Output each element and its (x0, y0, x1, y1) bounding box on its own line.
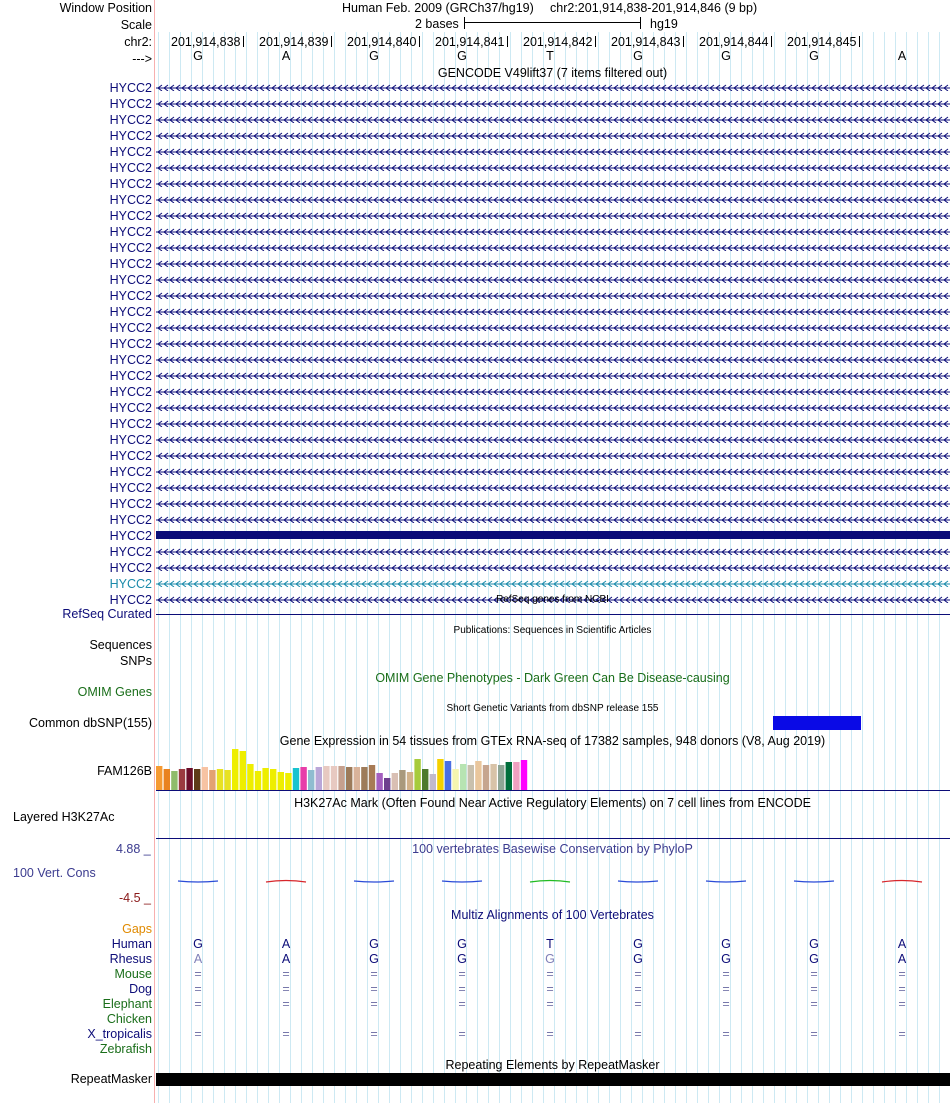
scale-bar-text: 2 bases (415, 17, 459, 31)
repeatmasker-block[interactable] (156, 1073, 950, 1086)
gtex-tissue-bar[interactable] (460, 764, 466, 791)
gtex-tissue-bar[interactable] (521, 760, 527, 791)
alignment-base: A (897, 952, 907, 966)
alignment-base: = (282, 982, 290, 996)
gtex-tissue-bar[interactable] (399, 770, 405, 791)
ruler-base: G (721, 49, 731, 63)
species-label[interactable]: Chicken (106, 1012, 152, 1026)
gtex-tissue-bar[interactable] (392, 773, 398, 791)
gene-intron-line[interactable] (156, 307, 950, 315)
alignment-base: G (721, 952, 731, 966)
alignment-base: = (282, 1027, 290, 1041)
gtex-tissue-bar[interactable] (202, 767, 208, 791)
alignment-base: = (370, 967, 378, 981)
ruler-coordinate (787, 35, 860, 49)
species-label[interactable]: X_tropicalis (87, 1027, 152, 1041)
gtex-tissue-bar[interactable] (506, 762, 512, 791)
gtex-tissue-bar[interactable] (308, 770, 314, 791)
phylop-score-mark (530, 881, 570, 883)
gene-label[interactable]: HYCC2 (109, 513, 152, 527)
alignment-base: = (370, 982, 378, 996)
dbsnp-variant-block[interactable] (773, 716, 861, 730)
gtex-tissue-bar[interactable] (240, 751, 246, 791)
gene-label[interactable]: HYCC2 (109, 401, 152, 415)
gtex-tissue-bar[interactable] (270, 769, 276, 791)
ruler-tick (683, 36, 684, 47)
gtex-tissue-bar[interactable] (171, 771, 177, 791)
gene-label[interactable]: HYCC2 (109, 545, 152, 559)
gene-intron-line[interactable] (156, 179, 950, 187)
gaps-label: Gaps (122, 922, 152, 936)
gene-label[interactable]: HYCC2 (109, 577, 152, 591)
gene-intron-line[interactable] (156, 115, 950, 123)
phylop-score-mark (266, 881, 306, 883)
alignment-base: = (546, 967, 554, 981)
gtex-tissue-bar[interactable] (224, 770, 230, 791)
exon-rect (156, 531, 950, 539)
alignment-base: = (810, 982, 818, 996)
ruler-coordinate (347, 35, 420, 49)
window-position-label: Window Position (59, 1, 152, 15)
gtex-tissue-bar[interactable] (422, 769, 428, 791)
alignment-base: = (722, 997, 730, 1011)
gene-label[interactable]: HYCC2 (109, 481, 152, 495)
gene-label[interactable]: HYCC2 (109, 257, 152, 271)
gtex-tissue-bar[interactable] (430, 774, 436, 791)
alignment-base: = (546, 997, 554, 1011)
ruler-coordinate-text: 201,914,841 (435, 35, 505, 49)
ruler-coordinate-text: 201,914,838 (171, 35, 241, 49)
alignment-base: = (194, 967, 202, 981)
gtex-tissue-bar[interactable] (156, 766, 162, 791)
gene-label[interactable]: HYCC2 (109, 369, 152, 383)
ruler-coordinate-text: 201,914,843 (611, 35, 681, 49)
alignment-base: = (898, 967, 906, 981)
gene-label[interactable]: HYCC2 (109, 433, 152, 447)
gtex-tissue-bar[interactable] (331, 766, 337, 791)
alignment-base: = (634, 1027, 642, 1041)
gene-intron-line[interactable] (156, 131, 950, 139)
alignment-base: G (193, 937, 203, 951)
gtex-tissue-bar[interactable] (209, 770, 215, 791)
gene-intron-line[interactable] (156, 435, 950, 443)
gene-intron-line[interactable] (156, 163, 950, 171)
alignment-base: G (545, 952, 555, 966)
phylop-score-mark (882, 881, 922, 883)
gene-intron-line[interactable] (156, 147, 950, 155)
alignment-base: = (634, 997, 642, 1011)
alignment-base: = (722, 1027, 730, 1041)
gene-intron-line[interactable] (156, 419, 950, 427)
gtex-tissue-bar[interactable] (369, 765, 375, 791)
ruler-coordinate (259, 35, 332, 49)
ruler-tick (771, 36, 772, 47)
alignment-base: = (898, 1027, 906, 1041)
alignment-base: = (194, 997, 202, 1011)
alignment-base: = (810, 967, 818, 981)
repeatmasker-track-label[interactable]: RepeatMasker (70, 1072, 152, 1086)
alignment-base: = (898, 997, 906, 1011)
gene-intron-line[interactable] (156, 499, 950, 507)
ruler-base: A (897, 49, 907, 63)
repeatmasker-track-title: Repeating Elements by RepeatMasker (445, 1058, 660, 1072)
ruler-coordinate (171, 35, 244, 49)
ruler-tick (507, 36, 508, 47)
strand-label: ---> (132, 52, 152, 66)
gtex-tissue-bar[interactable] (437, 759, 443, 791)
refseq-track-title: RefSeq genes from NCBI (496, 594, 609, 605)
gene-intron-line[interactable] (156, 243, 950, 251)
omim-track-label[interactable]: OMIM Genes (77, 685, 152, 699)
dbsnp-track-label[interactable]: Common dbSNP(155) (29, 716, 152, 730)
h3k27ac-track-label[interactable]: Layered H3K27Ac (13, 810, 115, 824)
refseq-track-label[interactable]: RefSeq Curated (62, 607, 152, 621)
gtex-tissue-bar[interactable] (247, 764, 253, 791)
gene-label[interactable]: HYCC2 (109, 273, 152, 287)
phylop-min-label: -4.5 _ (119, 891, 151, 905)
gene-intron-line[interactable] (156, 275, 950, 283)
alignment-base: = (458, 1027, 466, 1041)
ruler-base: G (193, 49, 203, 63)
alignment-base: = (282, 967, 290, 981)
h3k27ac-baseline (156, 838, 950, 839)
ruler-coordinate-text: 201,914,845 (787, 35, 857, 49)
species-label[interactable]: Zebrafish (99, 1042, 152, 1056)
ruler-coordinate (435, 35, 508, 49)
gene-intron-line[interactable] (156, 467, 950, 475)
gene-label[interactable]: HYCC2 (109, 209, 152, 223)
ruler-base: G (633, 49, 643, 63)
assembly-name: Human Feb. 2009 (GRCh37/hg19) (342, 1, 534, 15)
gtex-tissue-bar[interactable] (323, 766, 329, 791)
alignment-base: A (897, 937, 907, 951)
gtex-tissue-bar[interactable] (513, 762, 519, 791)
alignment-base: = (458, 997, 466, 1011)
phylop-track-label[interactable]: 100 Vert. Cons (13, 866, 96, 880)
gene-label[interactable]: HYCC2 (109, 593, 152, 607)
gene-intron-line[interactable] (156, 323, 950, 331)
gtex-tissue-bar[interactable] (255, 771, 261, 791)
gene-intron-line[interactable] (156, 195, 950, 203)
gtex-tissue-bar[interactable] (186, 768, 192, 791)
gene-intron-line[interactable] (156, 371, 950, 379)
ruler-coordinate-text: 201,914,840 (347, 35, 417, 49)
alignment-base: G (633, 952, 643, 966)
gtex-expression-chart[interactable] (156, 747, 536, 793)
alignment-base: A (281, 952, 291, 966)
ruler-base: G (809, 49, 819, 63)
gene-label[interactable]: HYCC2 (109, 321, 152, 335)
gene-intron-line[interactable] (156, 515, 950, 523)
snps-track-label[interactable]: SNPs (120, 654, 152, 668)
alignment-base: = (546, 1027, 554, 1041)
gene-intron-line[interactable] (156, 579, 950, 587)
alignment-base: G (457, 952, 467, 966)
h3k27ac-track-title: H3K27Ac Mark (Often Found Near Active Regulatory Elements) on 7 cell lines from ENCODE (294, 796, 811, 810)
omim-track-title: OMIM Gene Phenotypes - Dark Green Can Be Disease-causing (375, 671, 730, 685)
publications-track-title: Publications: Sequences in Scientific Articles (453, 625, 652, 636)
ruler-tick (243, 36, 244, 47)
alignment-base: = (634, 967, 642, 981)
gtex-tissue-bar[interactable] (338, 766, 344, 791)
gene-intron-line[interactable] (156, 387, 950, 395)
ruler-coordinate-text: 201,914,842 (523, 35, 593, 49)
gene-label[interactable]: HYCC2 (109, 81, 152, 95)
gene-intron-line[interactable] (156, 291, 950, 299)
species-label[interactable]: Mouse (114, 967, 152, 981)
gene-label[interactable]: HYCC2 (109, 449, 152, 463)
ruler-base: G (457, 49, 467, 63)
gtex-tissue-bar[interactable] (475, 761, 481, 791)
gtex-tissue-bar[interactable] (361, 767, 367, 791)
gtex-tissue-bar[interactable] (278, 772, 284, 791)
alignment-base: G (457, 937, 467, 951)
gtex-tissue-bar[interactable] (232, 749, 238, 791)
species-label[interactable]: Dog (129, 982, 152, 996)
gene-label[interactable]: HYCC2 (109, 225, 152, 239)
phylop-score-mark (618, 881, 658, 882)
alignment-base: = (458, 967, 466, 981)
phylop-score-mark (706, 881, 746, 882)
ruler-tick (595, 36, 596, 47)
gtex-tissue-bar[interactable] (414, 759, 420, 791)
gencode-track-title: GENCODE V49lift37 (7 items filtered out) (437, 66, 668, 80)
alignment-base: A (193, 952, 203, 966)
alignment-base: = (370, 1027, 378, 1041)
gene-label[interactable]: HYCC2 (109, 193, 152, 207)
gene-intron-line[interactable] (156, 563, 950, 571)
gene-intron-line[interactable] (156, 99, 950, 107)
gtex-tissue-bar[interactable] (300, 767, 306, 791)
gtex-tissue-bar[interactable] (445, 761, 451, 791)
gtex-tissue-bar[interactable] (498, 765, 504, 791)
gene-intron-line[interactable] (156, 483, 950, 491)
gtex-baseline (156, 790, 950, 791)
gtex-tissue-bar[interactable] (468, 765, 474, 791)
ruler-tick (419, 36, 420, 47)
gene-intron-line[interactable] (156, 451, 950, 459)
gene-label[interactable]: HYCC2 (109, 177, 152, 191)
gtex-tissue-bar[interactable] (483, 765, 489, 791)
alignment-base: T (546, 937, 554, 951)
gene-intron-line[interactable] (156, 403, 950, 411)
ruler-coordinate (699, 35, 772, 49)
gtex-tissue-bar[interactable] (407, 772, 413, 791)
phylop-score-plot[interactable] (156, 872, 950, 890)
alignment-base: G (633, 937, 643, 951)
ruler-tick (859, 36, 860, 47)
alignment-base: = (458, 982, 466, 996)
phylop-track-title: 100 vertebrates Basewise Conservation by PhyloP (412, 842, 693, 856)
refseq-track-line (156, 614, 950, 615)
phylop-score-mark (354, 881, 394, 882)
gtex-tissue-bar[interactable] (452, 769, 458, 791)
ruler-coordinate-text: 201,914,844 (699, 35, 769, 49)
alignment-base: = (722, 982, 730, 996)
ruler-coordinate (611, 35, 684, 49)
gtex-tissue-bar[interactable] (354, 767, 360, 791)
gene-label[interactable]: HYCC2 (109, 97, 152, 111)
phylop-score-mark (794, 881, 834, 882)
gtex-tissue-bar[interactable] (179, 769, 185, 791)
alignment-base: = (194, 982, 202, 996)
gtex-track-title: Gene Expression in 54 tissues from GTEx RNA-seq of 17382 samples, 948 donors (V8, Aug 2019) (279, 734, 826, 748)
alignment-base: = (282, 997, 290, 1011)
gtex-tissue-bar[interactable] (285, 773, 291, 791)
gtex-tissue-bar[interactable] (293, 768, 299, 791)
position-readout: chr2:201,914,838-201,914,846 (9 bp) (550, 1, 758, 15)
gene-label[interactable]: HYCC2 (109, 385, 152, 399)
gene-label[interactable]: HYCC2 (109, 113, 152, 127)
alignment-base: = (810, 1027, 818, 1041)
ruler-coordinate-text: 201,914,839 (259, 35, 329, 49)
gene-intron-line[interactable] (156, 355, 950, 363)
gene-label[interactable]: HYCC2 (109, 353, 152, 367)
species-label[interactable]: Rhesus (109, 952, 152, 966)
alignment-base: G (809, 937, 819, 951)
gene-intron-line[interactable] (156, 227, 950, 235)
multiz-track-title: Multiz Alignments of 100 Vertebrates (451, 908, 654, 922)
gene-intron-line[interactable] (156, 83, 950, 91)
sequences-track-label[interactable]: Sequences (89, 638, 152, 652)
gene-label[interactable]: HYCC2 (109, 241, 152, 255)
gtex-tissue-bar[interactable] (376, 773, 382, 791)
gene-label[interactable]: HYCC2 (109, 129, 152, 143)
alignment-base: = (546, 982, 554, 996)
alignment-base: = (898, 982, 906, 996)
gene-label[interactable]: HYCC2 (109, 465, 152, 479)
ruler-base: A (281, 49, 291, 63)
gene-label[interactable]: HYCC2 (109, 561, 152, 575)
gene-label[interactable]: HYCC2 (109, 161, 152, 175)
scale-db: hg19 (650, 17, 678, 31)
alignment-base: = (194, 1027, 202, 1041)
alignment-base: G (809, 952, 819, 966)
gtex-tissue-bar[interactable] (262, 768, 268, 791)
gtex-tissue-bar[interactable] (346, 767, 352, 791)
species-label[interactable]: Human (111, 937, 152, 951)
ruler-tick (331, 36, 332, 47)
alignment-base: = (634, 982, 642, 996)
gene-label[interactable]: HYCC2 (109, 497, 152, 511)
phylop-max-label: 4.88 _ (116, 842, 151, 856)
gtex-tissue-bar[interactable] (316, 767, 322, 791)
gene-label[interactable]: HYCC2 (109, 145, 152, 159)
alignment-base: G (369, 952, 379, 966)
gene-intron-line[interactable] (156, 547, 950, 555)
gtex-tissue-bar[interactable] (217, 769, 223, 791)
gene-intron-line[interactable] (156, 259, 950, 267)
ruler-base: T (546, 49, 554, 63)
gene-exon-block[interactable] (156, 531, 950, 539)
gtex-track-label[interactable]: FAM126B (97, 764, 152, 778)
gene-label[interactable]: HYCC2 (109, 337, 152, 351)
dbsnp-track-title: Short Genetic Variants from dbSNP release 155 (446, 703, 659, 714)
gene-label[interactable]: HYCC2 (109, 289, 152, 303)
gene-label[interactable]: HYCC2 (109, 417, 152, 431)
species-label[interactable]: Elephant (102, 997, 152, 1011)
scale-label: Scale (120, 18, 152, 32)
alignment-base: = (722, 967, 730, 981)
gene-intron-line[interactable] (156, 339, 950, 347)
gene-intron-line[interactable] (156, 211, 950, 219)
alignment-base: G (369, 937, 379, 951)
alignment-base: = (810, 997, 818, 1011)
gene-label[interactable]: HYCC2 (109, 529, 152, 543)
ruler-base: G (369, 49, 379, 63)
alignment-base: G (721, 937, 731, 951)
scale-bar (464, 17, 641, 29)
gtex-tissue-bar[interactable] (164, 769, 170, 791)
alignment-base: = (370, 997, 378, 1011)
phylop-score-mark (442, 881, 482, 882)
gtex-tissue-bar[interactable] (490, 764, 496, 791)
gtex-tissue-bar[interactable] (194, 769, 200, 791)
alignment-base: A (281, 937, 291, 951)
gene-label[interactable]: HYCC2 (109, 305, 152, 319)
ruler-coordinate (523, 35, 596, 49)
phylop-score-mark (178, 881, 218, 882)
chrom-label: chr2: (124, 35, 152, 49)
